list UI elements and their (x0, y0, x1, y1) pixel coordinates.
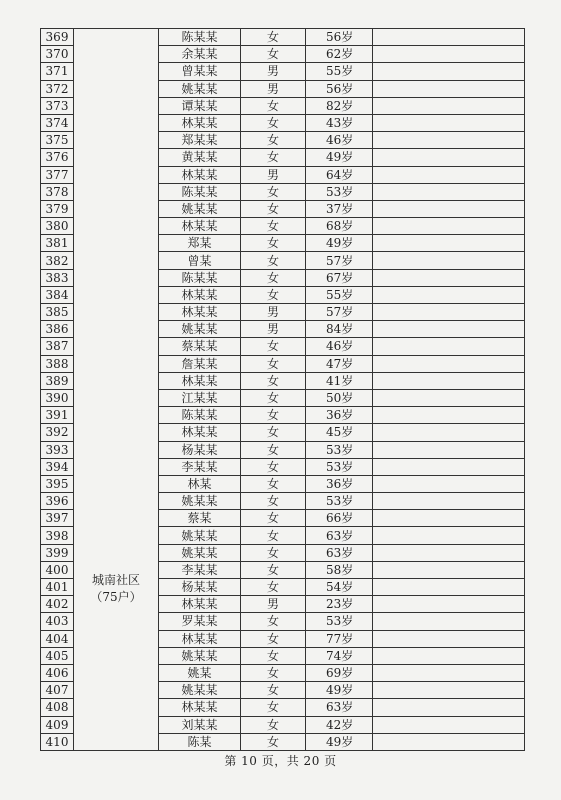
resident-gender: 男 (241, 596, 306, 613)
resident-name: 江某某 (159, 389, 241, 406)
resident-gender: 女 (241, 664, 306, 681)
resident-gender: 女 (241, 441, 306, 458)
resident-age: 46岁 (306, 338, 373, 355)
resident-gender: 女 (241, 200, 306, 217)
note-cell (373, 458, 525, 475)
resident-gender: 女 (241, 235, 306, 252)
note-cell (373, 29, 525, 46)
table-body (41, 29, 525, 751)
resident-name: 黄某某 (159, 149, 241, 166)
resident-gender: 男 (241, 166, 306, 183)
resident-gender: 女 (241, 114, 306, 131)
resident-name: 姚某某 (159, 682, 241, 699)
note-cell (373, 527, 525, 544)
page-footer: 第 10 页，共 20 页 (224, 754, 337, 768)
note-cell (373, 596, 525, 613)
resident-name: 曾某 (159, 252, 241, 269)
resident-age: 62岁 (306, 46, 373, 63)
row-number: 381 (41, 235, 74, 252)
note-cell (373, 475, 525, 492)
row-number: 396 (41, 493, 74, 510)
resident-name: 姚某某 (159, 80, 241, 97)
resident-age: 37岁 (306, 200, 373, 217)
resident-age: 56岁 (306, 29, 373, 46)
row-number: 377 (41, 166, 74, 183)
note-cell (373, 544, 525, 561)
row-number: 402 (41, 596, 74, 613)
note-cell (373, 97, 525, 114)
resident-gender: 女 (241, 544, 306, 561)
resident-name: 郑某某 (159, 132, 241, 149)
note-cell (373, 372, 525, 389)
resident-gender: 女 (241, 269, 306, 286)
resident-gender: 女 (241, 647, 306, 664)
note-cell (373, 46, 525, 63)
resident-gender: 女 (241, 733, 306, 750)
resident-name: 陈某某 (159, 29, 241, 46)
resident-age: 36岁 (306, 475, 373, 492)
note-cell (373, 114, 525, 131)
note-cell (373, 579, 525, 596)
row-number: 380 (41, 218, 74, 235)
community-name: 城南社区 (91, 573, 140, 588)
note-cell (373, 407, 525, 424)
table-row (41, 29, 525, 46)
note-cell (373, 613, 525, 630)
resident-name: 姚某某 (159, 544, 241, 561)
resident-age: 23岁 (306, 596, 373, 613)
resident-gender: 女 (241, 183, 306, 200)
resident-table (40, 28, 525, 751)
resident-gender: 女 (241, 407, 306, 424)
resident-gender: 女 (241, 389, 306, 406)
note-cell (373, 716, 525, 733)
resident-name: 姚某某 (159, 527, 241, 544)
note-cell (373, 235, 525, 252)
resident-name: 姚某某 (159, 321, 241, 338)
row-number: 385 (41, 304, 74, 321)
resident-age: 77岁 (306, 630, 373, 647)
resident-age: 67岁 (306, 269, 373, 286)
note-cell (373, 424, 525, 441)
resident-age: 42岁 (306, 716, 373, 733)
resident-gender: 男 (241, 80, 306, 97)
resident-name: 郑某 (159, 235, 241, 252)
note-cell (373, 682, 525, 699)
resident-age: 53岁 (306, 493, 373, 510)
row-number: 407 (41, 682, 74, 699)
note-cell (373, 149, 525, 166)
resident-name: 曾某某 (159, 63, 241, 80)
resident-name: 林某某 (159, 286, 241, 303)
note-cell (373, 441, 525, 458)
note-cell (373, 269, 525, 286)
resident-name: 姚某某 (159, 493, 241, 510)
resident-age: 46岁 (306, 132, 373, 149)
resident-age: 53岁 (306, 183, 373, 200)
note-cell (373, 252, 525, 269)
resident-name: 林某 (159, 475, 241, 492)
row-number: 398 (41, 527, 74, 544)
resident-name: 林某某 (159, 304, 241, 321)
row-number: 400 (41, 561, 74, 578)
row-number: 378 (41, 183, 74, 200)
row-number: 384 (41, 286, 74, 303)
note-cell (373, 166, 525, 183)
resident-name: 陈某某 (159, 183, 241, 200)
resident-name: 蔡某 (159, 510, 241, 527)
resident-name: 林某某 (159, 424, 241, 441)
resident-age: 69岁 (306, 664, 373, 681)
resident-name: 姚某某 (159, 200, 241, 217)
resident-gender: 女 (241, 493, 306, 510)
resident-age: 49岁 (306, 733, 373, 750)
resident-gender: 男 (241, 63, 306, 80)
note-cell (373, 699, 525, 716)
resident-age: 55岁 (306, 63, 373, 80)
resident-age: 56岁 (306, 80, 373, 97)
note-cell (373, 132, 525, 149)
resident-gender: 女 (241, 424, 306, 441)
resident-age: 84岁 (306, 321, 373, 338)
resident-gender: 女 (241, 338, 306, 355)
note-cell (373, 493, 525, 510)
resident-name: 刘某某 (159, 716, 241, 733)
row-number: 372 (41, 80, 74, 97)
note-cell (373, 630, 525, 647)
row-number: 406 (41, 664, 74, 681)
row-number: 388 (41, 355, 74, 372)
resident-gender: 女 (241, 355, 306, 372)
row-number: 392 (41, 424, 74, 441)
row-number: 391 (41, 407, 74, 424)
resident-gender: 女 (241, 252, 306, 269)
row-number: 394 (41, 458, 74, 475)
community-households: （75户） (90, 590, 142, 605)
resident-gender: 女 (241, 716, 306, 733)
note-cell (373, 510, 525, 527)
note-cell (373, 561, 525, 578)
community-cell (74, 29, 159, 751)
resident-age: 53岁 (306, 441, 373, 458)
resident-name: 蔡某某 (159, 338, 241, 355)
resident-gender: 女 (241, 682, 306, 699)
row-number: 387 (41, 338, 74, 355)
row-number: 382 (41, 252, 74, 269)
resident-age: 63岁 (306, 544, 373, 561)
resident-gender: 女 (241, 132, 306, 149)
resident-name: 林某某 (159, 630, 241, 647)
note-cell (373, 304, 525, 321)
row-number: 397 (41, 510, 74, 527)
resident-name: 林某某 (159, 166, 241, 183)
note-cell (373, 183, 525, 200)
row-number: 408 (41, 699, 74, 716)
resident-age: 58岁 (306, 561, 373, 578)
resident-name: 陈某某 (159, 407, 241, 424)
resident-age: 64岁 (306, 166, 373, 183)
row-number: 379 (41, 200, 74, 217)
row-number: 374 (41, 114, 74, 131)
resident-age: 53岁 (306, 613, 373, 630)
row-number: 369 (41, 29, 74, 46)
resident-name: 陈某某 (159, 269, 241, 286)
resident-age: 43岁 (306, 114, 373, 131)
resident-age: 54岁 (306, 579, 373, 596)
note-cell (373, 355, 525, 372)
row-number: 409 (41, 716, 74, 733)
resident-gender: 男 (241, 321, 306, 338)
note-cell (373, 338, 525, 355)
note-cell (373, 647, 525, 664)
resident-gender: 女 (241, 97, 306, 114)
resident-age: 45岁 (306, 424, 373, 441)
row-number: 373 (41, 97, 74, 114)
resident-age: 55岁 (306, 286, 373, 303)
resident-age: 57岁 (306, 304, 373, 321)
resident-age: 50岁 (306, 389, 373, 406)
resident-name: 杨某某 (159, 579, 241, 596)
note-cell (373, 80, 525, 97)
resident-gender: 女 (241, 149, 306, 166)
resident-gender: 女 (241, 372, 306, 389)
row-number: 390 (41, 389, 74, 406)
resident-age: 63岁 (306, 699, 373, 716)
row-number: 375 (41, 132, 74, 149)
resident-gender: 男 (241, 304, 306, 321)
note-cell (373, 286, 525, 303)
resident-name: 李某某 (159, 458, 241, 475)
note-cell (373, 200, 525, 217)
row-number: 404 (41, 630, 74, 647)
note-cell (373, 218, 525, 235)
resident-name: 罗某某 (159, 613, 241, 630)
row-number: 376 (41, 149, 74, 166)
resident-name: 姚某 (159, 664, 241, 681)
row-number: 370 (41, 46, 74, 63)
resident-gender: 女 (241, 613, 306, 630)
resident-gender: 女 (241, 218, 306, 235)
resident-name: 林某某 (159, 596, 241, 613)
note-cell (373, 63, 525, 80)
row-number: 395 (41, 475, 74, 492)
resident-age: 63岁 (306, 527, 373, 544)
resident-age: 36岁 (306, 407, 373, 424)
resident-age: 53岁 (306, 458, 373, 475)
resident-name: 李某某 (159, 561, 241, 578)
row-number: 410 (41, 733, 74, 750)
resident-gender: 女 (241, 458, 306, 475)
note-cell (373, 664, 525, 681)
resident-name: 谭某某 (159, 97, 241, 114)
resident-gender: 女 (241, 561, 306, 578)
row-number: 386 (41, 321, 74, 338)
resident-gender: 女 (241, 630, 306, 647)
resident-gender: 女 (241, 29, 306, 46)
resident-name: 林某某 (159, 372, 241, 389)
resident-age: 49岁 (306, 149, 373, 166)
row-number: 393 (41, 441, 74, 458)
resident-gender: 女 (241, 527, 306, 544)
resident-age: 47岁 (306, 355, 373, 372)
row-number: 401 (41, 579, 74, 596)
resident-age: 68岁 (306, 218, 373, 235)
resident-name: 余某某 (159, 46, 241, 63)
resident-age: 74岁 (306, 647, 373, 664)
resident-gender: 女 (241, 579, 306, 596)
note-cell (373, 733, 525, 750)
resident-age: 66岁 (306, 510, 373, 527)
note-cell (373, 389, 525, 406)
row-number: 383 (41, 269, 74, 286)
resident-age: 82岁 (306, 97, 373, 114)
resident-gender: 女 (241, 510, 306, 527)
resident-gender: 女 (241, 46, 306, 63)
resident-gender: 女 (241, 475, 306, 492)
row-number: 389 (41, 372, 74, 389)
resident-name: 林某某 (159, 218, 241, 235)
row-number: 399 (41, 544, 74, 561)
resident-name: 林某某 (159, 699, 241, 716)
resident-age: 57岁 (306, 252, 373, 269)
resident-age: 49岁 (306, 682, 373, 699)
note-cell (373, 321, 525, 338)
resident-name: 林某某 (159, 114, 241, 131)
resident-name: 詹某某 (159, 355, 241, 372)
resident-age: 41岁 (306, 372, 373, 389)
resident-gender: 女 (241, 286, 306, 303)
resident-name: 杨某某 (159, 441, 241, 458)
resident-name: 陈某 (159, 733, 241, 750)
resident-gender: 女 (241, 699, 306, 716)
resident-name: 姚某某 (159, 647, 241, 664)
row-number: 405 (41, 647, 74, 664)
row-number: 403 (41, 613, 74, 630)
resident-age: 49岁 (306, 235, 373, 252)
row-number: 371 (41, 63, 74, 80)
